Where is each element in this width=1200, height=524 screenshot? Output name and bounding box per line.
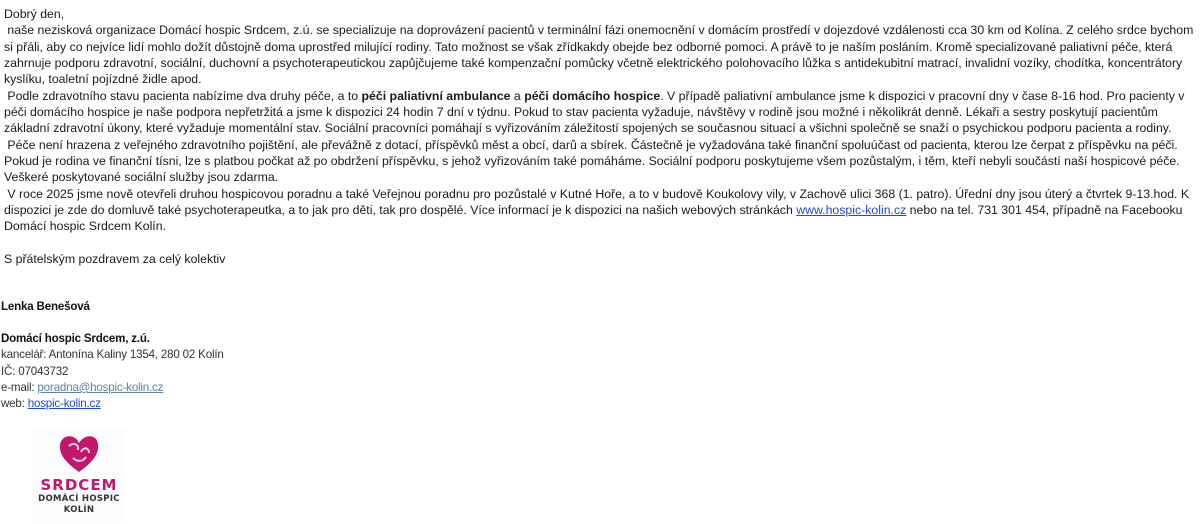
text: nebo na tel. 731 301 454, případně na Facebooku Domácí hospic Srdcem Kolín.: [4, 203, 1186, 234]
website-link[interactable]: www.hospic-kolin.cz: [796, 203, 907, 218]
paragraph-care-types: [4, 88, 1196, 137]
web-label: web:: [1, 397, 28, 411]
logo-line1: DOMÁCÍ HOSPIC: [38, 494, 120, 504]
signature-office: kancelář: Antonína Kaliny 1354, 280 02 Kolín: [1, 348, 224, 362]
text: a: [510, 88, 525, 103]
web-link[interactable]: hospic-kolin.cz: [27, 397, 101, 411]
text: V roce 2025 jsme nově otevřeli druhou hospicovou poradnu a také Veřejnou poradnu pro pozůstalé v Kutné Hoře, a to v budově Koukolovy vily, v Zachově ulici 368 (1. patro). Úřední dny jsou úterý a čtvrtek 9-13.hod. K dispozici je zde do domluvě také psychoterapeutka, a to jak pro děti, tak pro dospělé. Více informací je k dispozici na našich webových stránkách: [4, 186, 1193, 218]
signature-ico: IČ: 07043732: [1, 364, 69, 378]
paragraph-intro: naše nezisková organizace Domácí hospic Srdcem, z.ú. se specializuje na doprovázení pacientů v terminální fázi onemocnění v domácím prostředí v dojezdové vzdálenosti cca 30 km od Kolína. Z celého srdce bychom si přáli, aby co nejvíce lidí mohlo dožít důstojně doma uprostřed milující rodiny. Tato možnost se však zřídkakdy obejde bez odborné pomoci. A právě to je naším posláním. Kromě specializované paliativní péče, která zahrnuje podporu zdravotní, sociální, duchovní a psychoterapeutickou zapůjčujeme také kompenzační pomůcky včetně elektrického polohovacího lůžka s antidekubitní matrací, invalidní vozíky, chodítka, koncentrátory kyslíku, toaletní pojízdné židle apod.: [4, 23, 1197, 87]
signature: [1, 299, 224, 412]
greeting: Dobrý den,: [4, 7, 65, 21]
text: Podle zdravotního stavu pacienta nabízíme dva druhy péče, a to: [4, 88, 362, 103]
logo-line2: KOLÍN: [63, 505, 95, 515]
email-link[interactable]: poradna@hospic-kolin.cz: [37, 380, 164, 394]
text: . V případě paliativní ambulance jsme k dispozici v pracovní dny v čase 8-16 hod. Pro pacienty v péči domácího hospice je naše podpora nepřetržitá a jsme k dispozici 24 hodin 7 dní v týdnu. Pokud to stav pacienta vyžaduje, návštěvy v rodině jsou možné i několikrát denně. Lékaři a sestry poskytují pacientům základní zdravotní úkony, které vyžaduje momentální stav. Sociální pracovníci pomáhají s vyřizováním záležitostí spojených se současnou situací a všichni společně se snaží o psychickou podporu pacienta a rodiny.: [4, 88, 1188, 136]
email-label: e-mail:: [1, 380, 38, 394]
srdcem-logo: [32, 428, 126, 522]
paragraph-new-office: [4, 186, 1196, 235]
signature-org: Domácí hospic Srdcem, z.ú.: [1, 332, 150, 346]
email-body: [4, 6, 1196, 268]
logo-brand: SRDCEM: [40, 476, 118, 494]
bold-text: péči domácího hospice: [524, 88, 661, 103]
signature-name: Lenka Benešová: [1, 300, 90, 313]
bold-text: péči paliativní ambulance: [361, 88, 511, 103]
heart-icon: [57, 432, 101, 474]
closing: S přátelským pozdravem za celý kolektiv: [4, 252, 226, 267]
paragraph-funding: Péče není hrazena z veřejného zdravotního pojištění, ale převážně z dotací, příspěvků měst a obcí, darů a sbírek. Částečně je vyžadována také finanční spoluúčast od pacienta, kterou lze čerpat z příspěvku na péči. Pokud je rodina ve finanční tísni, lze s platbou počkat až po obdržení příspěvku, s jehož vyřizováním také pomáháme. Sociální podporu poskytujeme všem pozůstalým, i těm, kteří nebyli součástí naší hospicové péče. Veškeré poskytované sociální služby jsou zdarma.: [4, 137, 1184, 185]
